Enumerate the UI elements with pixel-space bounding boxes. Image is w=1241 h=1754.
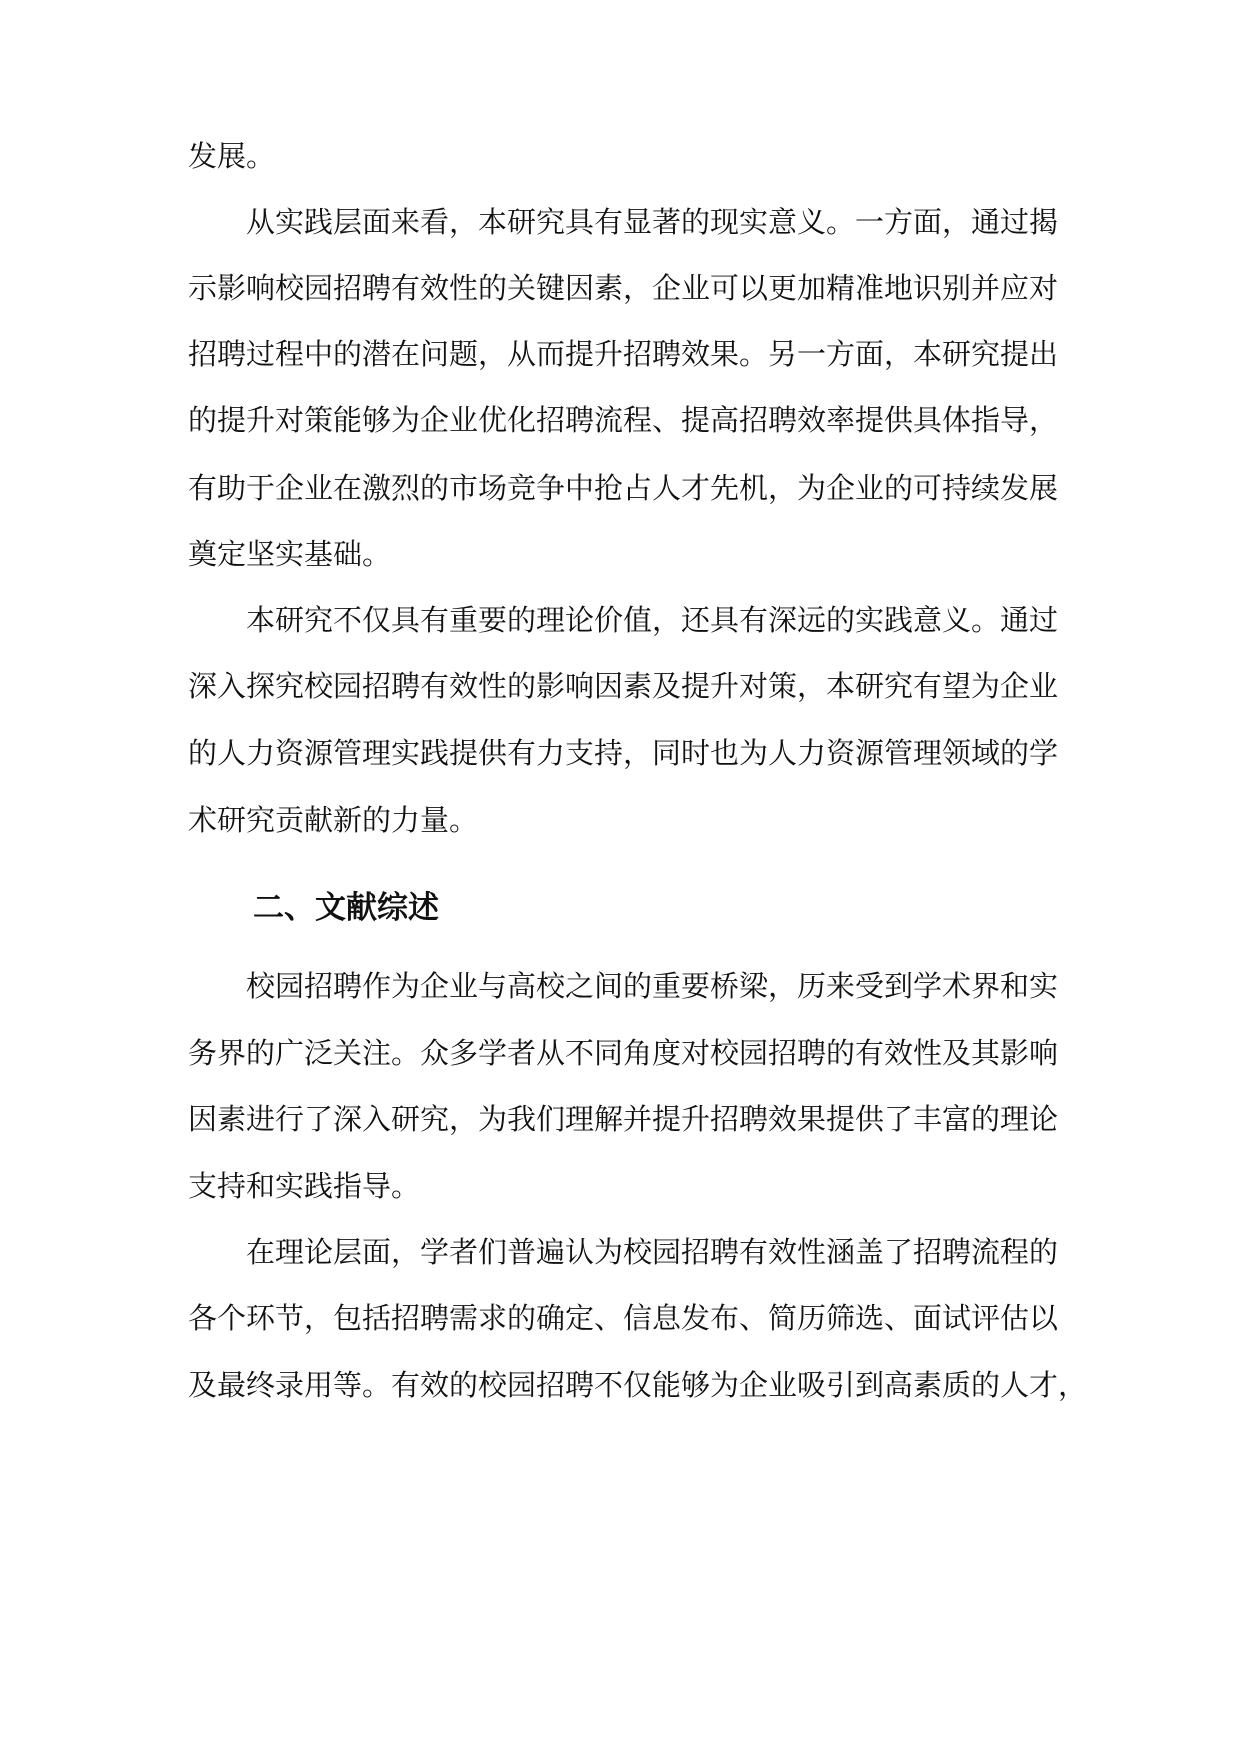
paragraph-line: 因素进行了深入研究，为我们理解并提升招聘效果提供了丰富的理论 — [188, 1102, 1059, 1136]
paragraph-line: 深入探究校园招聘有效性的影响因素及提升对策，本研究有望为企业 — [188, 669, 1059, 703]
paragraph-line: 的提升对策能够为企业优化招聘流程、提高招聘效率提供具体指导， — [188, 403, 1059, 437]
paragraph-line: 术研究贡献新的力量。 — [188, 803, 479, 837]
section-heading: 二、文献综述 — [253, 890, 439, 926]
paragraph-line: 从实践层面来看，本研究具有显著的现实意义。一方面，通过揭 — [246, 205, 1059, 239]
paragraph-line: 招聘过程中的潜在问题，从而提升招聘效果。另一方面，本研究提出 — [188, 337, 1059, 371]
paragraph-line: 及最终录用等。有效的校园招聘不仅能够为企业吸引到高素质的人才， — [188, 1368, 1088, 1402]
paragraph-line: 在理论层面，学者们普遍认为校园招聘有效性涵盖了招聘流程的 — [246, 1235, 1059, 1269]
paragraph-line: 的人力资源管理实践提供有力支持，同时也为人力资源管理领域的学 — [188, 736, 1059, 770]
paragraph-line: 务界的广泛关注。众多学者从不同角度对校园招聘的有效性及其影响 — [188, 1036, 1059, 1070]
paragraph-line: 校园招聘作为企业与高校之间的重要桥梁，历来受到学术界和实 — [246, 969, 1059, 1003]
paragraph-line: 发展。 — [188, 139, 276, 173]
paragraph-line: 奠定坚实基础。 — [188, 537, 392, 571]
paragraph-line: 本研究不仅具有重要的理论价值，还具有深远的实践意义。通过 — [246, 603, 1059, 637]
paragraph-line: 有助于企业在激烈的市场竞争中抢占人才先机，为企业的可持续发展 — [188, 471, 1059, 505]
paragraph-line: 各个环节，包括招聘需求的确定、信息发布、简历筛选、面试评估以 — [188, 1301, 1059, 1335]
paragraph-line: 支持和实践指导。 — [188, 1169, 421, 1203]
paragraph-line: 示影响校园招聘有效性的关键因素，企业可以更加精准地识别并应对 — [188, 271, 1059, 305]
